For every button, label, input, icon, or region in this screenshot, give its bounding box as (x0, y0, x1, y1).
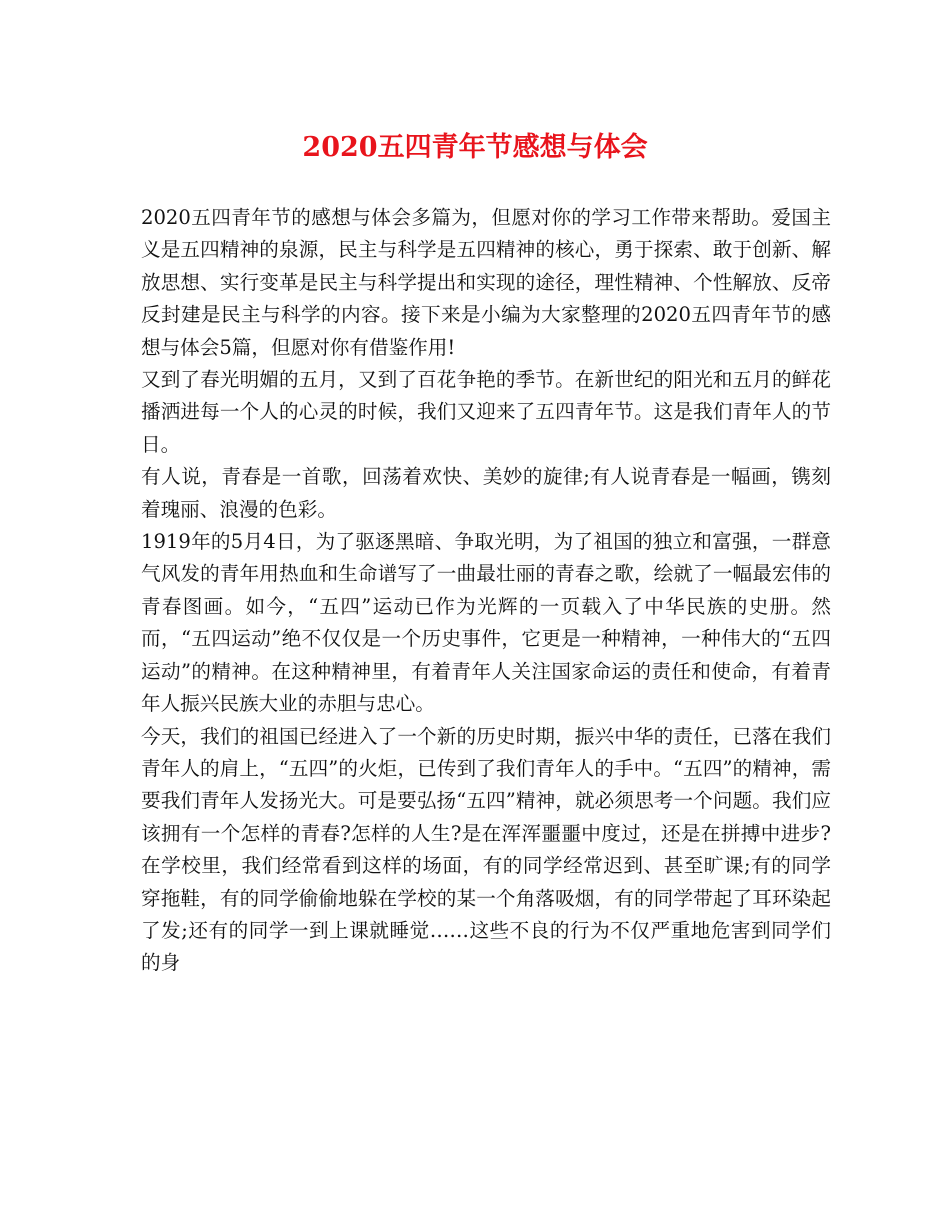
paragraph-today: 今天，我们的祖国已经进入了一个新的历史时期，振兴中华的责任，已落在我们青年人的肩上，“五四”的火炬，已传到了我们青年人的手中。“五四”的精神，需要我们青年人发扬光大。可是要弘扬“五四”精神，就必须思考一个问题。我们应该拥有一个怎样的青春?怎样的人生?是在浑浑噩噩中度过，还是在拼搏中进步?在学校里，我们经常看到这样的场面，有的同学经常迟到、甚至旷课;有的同学穿拖鞋，有的同学偷偷地躲在学校的某一个角落吸烟，有的同学带起了耳环染起了发;还有的同学一到上课就睡觉……这些不良的行为不仅严重地危害到同学们的身 (141, 724, 831, 975)
paragraph-history: 1919年的5月4日，为了驱逐黑暗、争取光明，为了祖国的独立和富强，一群意气风发的青年用热血和生命谱写了一曲最壮丽的青春之歌，绘就了一幅最宏伟的青春图画。如今，“五四”运动已作为光辉的一页载入了中华民族的史册。然而，“五四运动”绝不仅仅是一个历史事件，它更是一种精神，一种伟大的“五四运动”的精神。在这种精神里，有着青年人关注国家命运的责任和使命，有着青年人振兴民族大业的赤胆与忠心。 (141, 530, 831, 716)
paragraph-spring: 又到了春光明媚的五月，又到了百花争艳的季节。在新世纪的阳光和五月的鲜花播洒进每一个人的心灵的时候，我们又迎来了五四青年节。这是我们青年人的节日。 (141, 368, 831, 456)
document-title: 2020五四青年节感想与体会 (302, 132, 648, 163)
document-body (141, 202, 831, 980)
paragraph-intro: 2020五四青年节的感想与体会多篇为，但愿对你的学习工作带来帮助。爱国主义是五四精神的泉源，民主与科学是五四精神的核心，勇于探索、敢于创新、解放思想、实行变革是民主与科学提出和实现的途径，理性精神、个性解放、反帝反封建是民主与科学的内容。接下来是小编为大家整理的2020五四青年节的感想与体会5篇，但愿对你有借鉴作用! (141, 206, 831, 359)
paragraph-youth: 有人说，青春是一首歌，回荡着欢快、美妙的旋律;有人说青春是一幅画，镌刻着瑰丽、浪漫的色彩。 (141, 465, 831, 521)
